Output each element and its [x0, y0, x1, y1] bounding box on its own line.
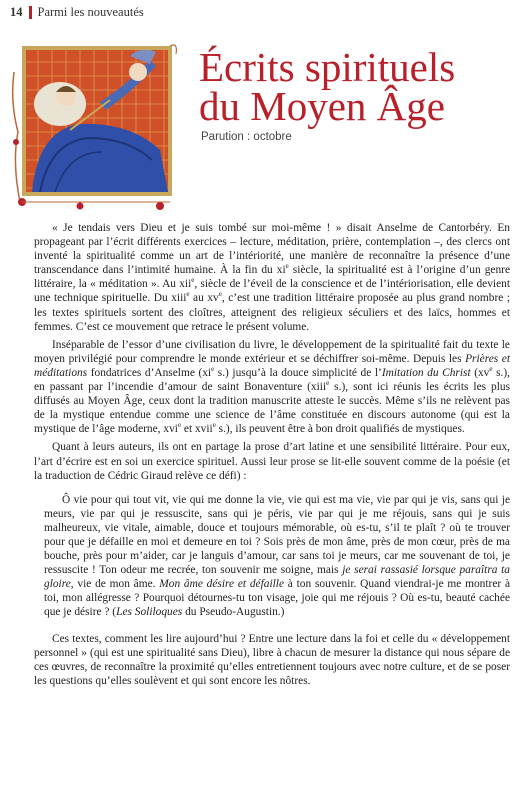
title-line-1: Écrits spirituels [199, 44, 456, 90]
paragraph-4: Ces textes, comment les lire aujourd’hui ? Entre une lecture dans la foi et celle du « développement personnel » (qui est une spiritualité sans Dieu), libre à chacun de mesurer la distance qui nous sépare de ces œuvres, de reconnaître la proximité qu’elles entretiennent toujours avec notre culture, et de se poser les questions qu’elles soulèvent et qui sont encore les nôtres. [34, 632, 510, 687]
superscript: e [218, 290, 222, 299]
superscript: e [177, 421, 182, 430]
text-run: « Je tendais vers Dieu et je suis tombé sur moi-même ! » disait Anselme de Cantorbéry. En propageant par l’écrit différents exercices – lecture, méditation, prière, contemplation –, des clercs ont inventé la spiritualité comme un art de l’intériorité, une manière de reconnaître la présence d’une transcendance dans l’intimité humaine. À la fin du xi [34, 222, 510, 277]
paragraph-1 [34, 221, 510, 334]
text-run: s.), ils peuvent être à bon droit qualifiés de mystiques. [215, 423, 465, 436]
italic-quote: je serai rassasié lorsque paraîtra ta gloire [44, 564, 510, 591]
illuminated-manuscript-miniature-icon [10, 42, 180, 210]
text-run: , siècle de l’éveil de la conscience et de l’intériorisation, elle devient une technique spirituelle. Du xiii [34, 278, 510, 305]
superscript: e [285, 262, 289, 271]
header-divider [29, 6, 32, 19]
paragraph-3: Quant à leurs auteurs, ils ont en partage la prose d’art latine et une sensibilité littéraire. Pour eux, l’art d’écrire est en soi un exercice spirituel. Aussi leur prose se lit-elle souvent comme de la poésie (et la traduction de Cédric Giraud relève ce défi) : [34, 441, 510, 482]
text-run: Inséparable de l’essor d’une civilisation du livre, le développement de la spiritualité fait du texte le moyen privilégié pour comprendre le monde extérieur et se déchiffrer soi-même. Depuis les [34, 338, 510, 365]
text-run: au xv [189, 292, 219, 305]
release-date: Parution : octobre [201, 131, 292, 143]
text-run: , vie de mon âme. [70, 578, 160, 591]
paragraph-2 [34, 338, 510, 437]
superscript: e [191, 276, 195, 285]
text-run: et xvii [181, 423, 213, 436]
article-title [199, 44, 519, 129]
running-header [10, 5, 144, 20]
superscript: e [212, 421, 216, 430]
text-run: s.) jusqu’à la douce simplicité de l’ [214, 366, 382, 379]
section-title: Parmi les nouveautés [37, 5, 144, 19]
text-run: du Pseudo-Augustin.) [182, 606, 285, 619]
title-line-2: du Moyen Âge [199, 83, 445, 129]
book-title: Les Soliloques [116, 606, 183, 619]
text-run: Ô vie pour qui tout vit, vie qui me donne la vie, vie qui est ma vie, vie par qui je vis, sans qui je meurs, vie par qui je ressuscite, sans qui je péris, vie par qui je me réjouis, sans qui je suis malheureux, vie vitale, aimable, douce et toujours mémorable, où es-tu, s’il te plaît ? où te trouver pour que je défaille en moi et demeure en toi ? Sois près de mon âme, près de mon cœur, près de ma bouche, près pour m’aider, car je languis d’amour, car sans toi je meurs, car me souvenant de toi, je ressuscite ! Ton odeur me recrée, ton souvenir me soigne, mais [44, 493, 510, 577]
italic-quote: Mon âme désire et défaille [159, 578, 285, 591]
text-run: , c’est une tradition littéraire proposée au plus grand nombre ; les textes spirituels sortent des cloîtres, atteignent des religieux séculiers et des laïcs, hommes et femmes. C’est ce mouvement que retrace le présent volume. [34, 292, 510, 333]
superscript: e [211, 365, 215, 374]
article-body [34, 221, 510, 688]
text-run: s.), en passant par l’incendie d’amour de saint Bonaventure (xiii [34, 366, 510, 394]
text-run: s.), sont ici réunis les écrits les plus diffusés au Moyen Âge, ceux dont la tradition manuscrite atteste le succès. Même s’ils ne relèvent pas de la mystique entendue comme une science de l’âme constituée en discours autonome (qui est la mystique de l’âge moderne, xvi [34, 381, 511, 436]
text-run: fondatrices d’Anselme (xi [87, 366, 212, 379]
book-title: Imitation du Christ [381, 366, 471, 379]
superscript: e [326, 379, 330, 388]
text-run: (xv [470, 366, 490, 379]
superscript: e [489, 365, 493, 374]
block-quote [44, 493, 510, 620]
page-number: 14 [10, 5, 23, 19]
text-run: à ton souvenir. Quand viendrai-je me montrer à toi, mon allégresse ? Pourquoi détournes-tu ton visage, joie qui me réjouis ? Où es-tu, beauté cachée que je désire ? ( [44, 578, 510, 619]
superscript: e [186, 290, 190, 299]
book-title: Prières et méditations [34, 352, 510, 379]
text-run: siècle, la spiritualité est à l’origine d’un genre littéraire, la « méditation ». Au xii [34, 264, 510, 291]
